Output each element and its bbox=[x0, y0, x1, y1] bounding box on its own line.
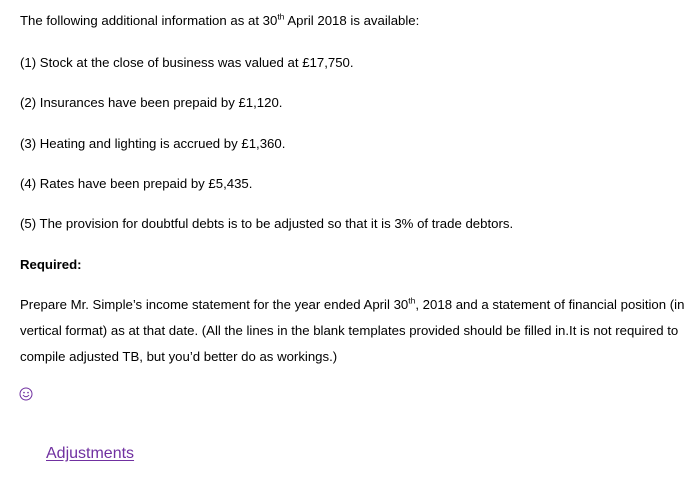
intro-text bbox=[20, 13, 419, 29]
intro-superscript: th bbox=[277, 11, 285, 22]
instructions-line-1-text: Prepare Mr. Simple’s income statement for the year ended April 30 bbox=[20, 297, 409, 312]
adjustments-link[interactable]: Adjustments bbox=[46, 445, 135, 462]
smiley-face-icon bbox=[19, 387, 33, 401]
instructions-line-2: vertical format) as at that date. (All the lines in the blank templates provided should be filled in.It is not required to bbox=[20, 323, 679, 338]
list-item: (4) Rates have been prepaid by £5,435. bbox=[20, 176, 253, 191]
instructions-line-3: compile adjusted TB, but you’d better do as workings.) bbox=[20, 349, 338, 364]
intro-text-main: The following additional information as at 30 bbox=[20, 13, 278, 28]
list-item: (5) The provision for doubtful debts is to be adjusted so that it is 3% of trade debtors. bbox=[20, 216, 514, 231]
list-item: (1) Stock at the close of business was valued at £17,750. bbox=[20, 55, 354, 70]
intro-text-end: April 2018 is available: bbox=[284, 13, 420, 28]
instructions-superscript: th bbox=[408, 295, 416, 306]
instructions-paragraph bbox=[20, 292, 692, 370]
required-heading: Required: bbox=[20, 257, 82, 272]
list-item: (3) Heating and lighting is accrued by £1,360. bbox=[20, 136, 286, 151]
instructions-line-1 bbox=[20, 292, 692, 318]
list-item: (2) Insurances have been prepaid by £1,120. bbox=[20, 95, 283, 110]
instructions-line-1-end: , 2018 and a statement of financial position (in bbox=[415, 297, 685, 312]
